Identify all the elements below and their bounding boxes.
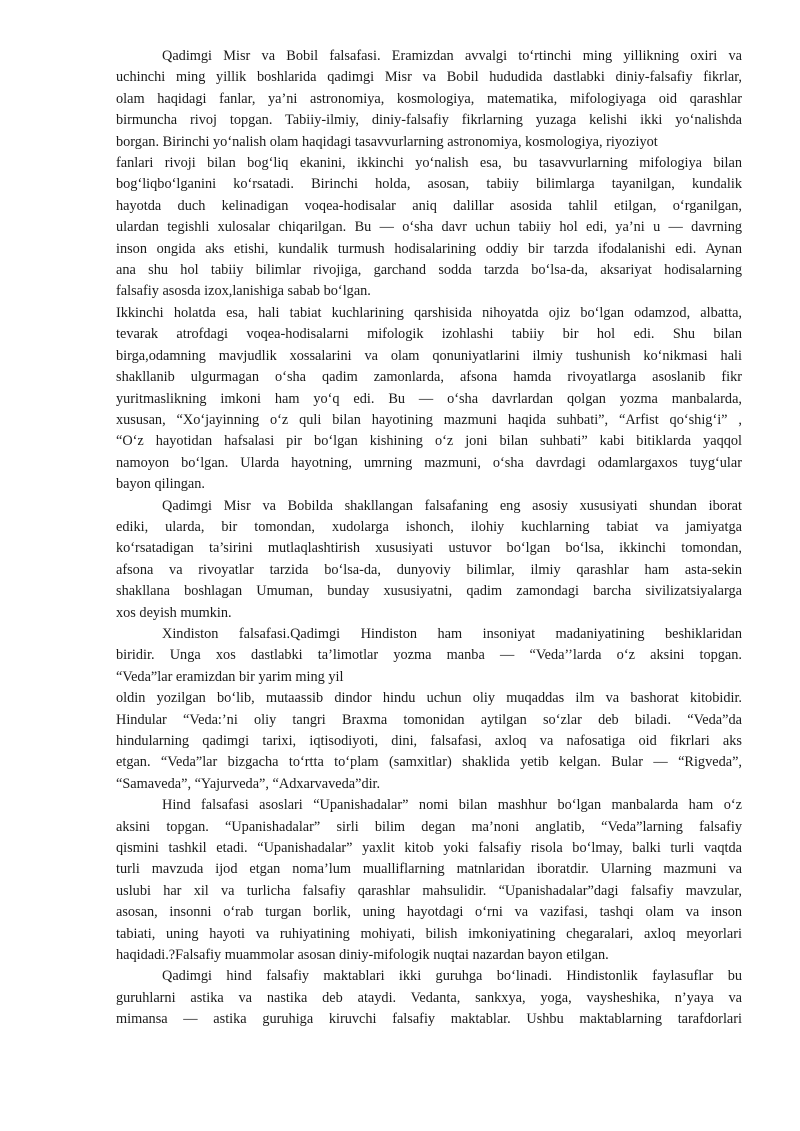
text-line: tevarak atrofdagi voqea-hodisalarni mifologik izohlashi tabiiy bir hol edi. Shu bilan	[116, 326, 742, 343]
text-line: xususan, “Xo‘jayinning o‘z quli bilan hayotining mazmuni haqida suhbati”, “Arfist qo‘shig‘i” ,	[116, 411, 742, 428]
text-line: birga,odamning mavjudlik xossalarini va olam qonuniyatlarini ilmiy tushunish ko‘nikmasi hali	[116, 347, 742, 364]
text-line: bog‘liqbo‘lganini ko‘rsatadi. Birinchi holda, asosan, tabiiy bilimlarga tayanilgan, kundalik	[116, 176, 742, 193]
text-line: uchinchi ming yillik boshlarida qadimgi Misr va Bobil hududida dastlabki diniy-falsafiy fikrlar,	[116, 69, 742, 86]
text-line: fanlari rivoji bilan bog‘liq ekanini, ikkinchi yo‘nalish esa, bu tasavvurlarning mifologiya bilan	[116, 155, 742, 172]
text-line: hindularning qadimgi tarixi, iqtisodiyoti, dini, falsafasi, axloq va nafosatiga oid fikrlari aks	[116, 733, 742, 749]
text-line: ana shu hol tabiiy bilimlar rivojiga, garchand sodda tarzda bo‘lsa-da, aksariyat hodisalarning	[116, 262, 742, 279]
text-line: namoyon bo‘lgan. Ularda hayotning, umrning mazmuni, o‘sha davrdagi odamlargaxos tuyg‘ular	[116, 454, 742, 471]
text-line: asosan, insonni o‘rab turgan borlik, uning hayotdagi o‘rni va vazifasi, tashqi olam va inson	[116, 904, 742, 921]
text-line: Qadimgi hind falsafiy maktablari ikki guruhga bo‘linadi. Hindistonlik faylasuflar bu	[162, 968, 742, 985]
text-line: turli mavzuda ijod etgan noma’lum mualliflarning matnlaridan iboratdir. Ularning mazmuni va	[116, 861, 742, 878]
text-line: inson ongida aks etishi, kundalik turmush hodisalarining oddiy bir tarzda ifodalanishi edi. Aynan	[116, 240, 742, 257]
text-line: falsafiy asosda izox,lanishiga sabab bo‘lgan.	[116, 283, 371, 300]
text-line: Hindular “Veda:’ni oliy tangri Braxma tomonidan aytilgan so‘zlar deb biladi. “Veda”da	[116, 711, 742, 728]
text-line: borgan. Birinchi yo‘nalish olam haqidagi tasavvurlarning astronomiya, kosmologiya, riyoziyot	[116, 133, 658, 150]
text-line: haqidadi.?Falsafiy muammolar asosan diniy-mifologik nuqtai nazardan bayon etilgan.	[116, 947, 609, 964]
text-line: birmuncha rivoj topgan. Tabiiy-ilmiy, diniy-falsafiy fikrlarning yuzaga kelishi ikki yo‘nalishda	[116, 112, 742, 129]
text-line: Xindiston falsafasi.Qadimgi Hindiston ham insoniyat madaniyatining beshiklaridan	[162, 625, 742, 642]
text-line: “Veda”lar eramizdan bir yarim ming yil	[116, 668, 344, 685]
text-line: Ikkinchi holatda esa, hali tabiat kuchlarining qarshisida nihoyatda ojiz bo‘lgan odamzod, albatta,	[116, 304, 742, 321]
text-line: “Samaveda”, “Yajurveda”, “Adxarvaveda”dir.	[116, 775, 381, 792]
document-body	[116, 46, 742, 1031]
text-line: Qadimgi Misr va Bobil falsafasi. Eramizdan avvalgi to‘rtinchi ming yillikning oxiri va	[162, 48, 742, 64]
text-line: Qadimgi Misr va Bobilda shakllangan falsafaning eng asosiy xususiyati shundan iborat	[162, 497, 742, 514]
text-line: hayotda duch kelinadigan voqea-hodisalar aniq dalillar asosida tahlil etilgan, o‘rganilgan,	[116, 197, 742, 214]
text-line: uslubi har xil va turlicha falsafiy qarashlar mahsulidir. “Upanishadalar”dagi falsafiy mavzular,	[116, 882, 742, 899]
text-line: xos deyish mumkin.	[116, 604, 232, 621]
text-line: qismini tashkil etadi. “Upanishadalar” yaxlit kitob yoki falsafiy risola bo‘lmay, balki turli vaqtda	[116, 840, 742, 857]
text-line: mimansa — astika guruhiga kiruvchi falsafiy maktablar. Ushbu maktablarning tarafdorlari	[116, 1011, 742, 1028]
text-line: oldin yozilgan bo‘lib, mutaassib dindor hindu uchun oliy muqaddas ilm va bashorat kitobidir.	[116, 690, 742, 707]
text-line: bayon qilingan.	[116, 476, 205, 493]
text-line: guruhlarni astika va nastika deb ataydi. Vedanta, sankxya, yoga, vaysheshika, n’yaya va	[116, 989, 742, 1006]
text-line: Hind falsafasi asoslari “Upanishadalar” nomi bilan mashhur bo‘lgan manbalarda ham o‘z	[162, 797, 742, 814]
text-line: ediki, ularda, bir tomondan, xudolarga ishonch, ilohiy kuchlarning tabiat va jamiyatga	[116, 518, 742, 535]
text-line: afsona va rivoyatlar tarzida bo‘lsa-da, dunyoviy bilimlar, ilmiy qarashlar ham asta-sekin	[116, 561, 742, 578]
text-line: yuritmaslikning imkoni ham yo‘q edi. Bu — o‘sha davrlardan qolgan yozma manbalarda,	[116, 390, 742, 407]
text-line: aksini topgan. “Upanishadalar” sirli bilim degan ma’noni anglatib, “Veda”larning falsafiy	[116, 818, 742, 835]
text-line: biridir. Unga xos dastlabki ta’limotlar yozma manba — “Veda’’larda o‘z aksini topgan.	[116, 647, 742, 664]
text-line: etgan. “Veda”lar bizgacha to‘rtta to‘plam (samxitlar) shaklida yetib kelgan. Bular — “Rigveda”,	[116, 754, 742, 771]
text-line: “O‘z hayotidan hafsalasi pir bo‘lgan kishining o‘z joni bilan suhbati” kabi bitiklarda yaqqol	[116, 433, 742, 450]
text-line: shakllanib ulgurmagan o‘sha qadim zamonlarda, afsona hamda rivoyatlarga asoslanib fikr	[116, 369, 742, 386]
text-line: ko‘rsatadigan ta’sirini mutlaqlashtirish xususiyati ustuvor bo‘lgan bo‘lsa, ikkinchi tomondan,	[116, 540, 742, 557]
text-line: tabiati, uning hayoti va ruhiyatining mohiyati, bilish imkoniyatining chegaralari, axloq meyorlari	[116, 925, 742, 942]
text-line: olam haqidagi fanlar, ya’ni astronomiya, kosmologiya, matematika, mifologiyaga oid qarashlar	[116, 90, 742, 107]
text-line: shakllana boshlagan Umuman, bunday xususiyatni, qadim zamondagi barcha sivilizatsiyalarga	[116, 583, 742, 600]
text-line: ulardan tegishli xulosalar chiqarilgan. Bu — o‘sha davr uchun tabiiy hol edi, ya’ni u — davrning	[116, 219, 742, 236]
